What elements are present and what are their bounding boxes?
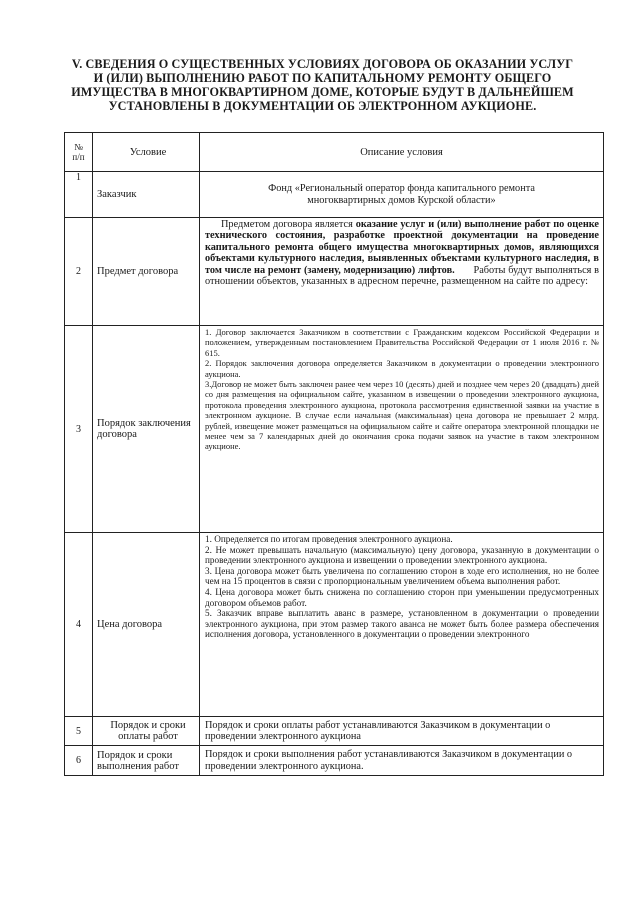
- table-row: [65, 326, 604, 533]
- row-condition: Порядок и сроки выполнения работ: [93, 746, 200, 776]
- section-title: [70, 57, 575, 113]
- row-condition: Порядок заключения договора: [93, 326, 200, 533]
- execution-terms: Порядок и сроки выполнения работ устанавливаются Заказчиком в документации о проведении электронного аукциона.: [205, 749, 573, 772]
- row-description: [200, 717, 604, 746]
- title-line-1: V. СВЕДЕНИЯ О СУЩЕСТВЕННЫХ УСЛОВИЯХ ДОГОВОРА ОБ ОКАЗАНИИ УСЛУГ: [71, 57, 574, 71]
- row-num: 3: [65, 326, 93, 533]
- procedure-para-3: 3.Договор не может быть заключен ранее чем через 10 (десять) дней и позднее чем через 20 (двадцать) дней со дня размещения на официальном сайте, указанном в извещении о проведении электронного аукциона, протокола проведения электронного аукциона, протокола рассмотрения единственной заявки на участие в электронном аукционе. В случае если начальная (максимальная) цена договора не превышает 2 млрд. рублей, извещение может размещаться на официальном сайте и сайте оператора электронной площадки не менее чем за 7 календарных дней до окончания срока подачи заявок на участие в таком электронном аукционе.: [205, 379, 599, 452]
- row-condition: Порядок и сроки оплаты работ: [93, 717, 200, 746]
- subject-lead: Предметом договора является: [221, 219, 356, 230]
- procedure-para-1: 1. Договор заключается Заказчиком в соответствии с Гражданским кодексом Российской Федерации и положением, утвержденным постановлением Правительства Российской Федерации от 1 июля 2016 г. № 615.: [205, 327, 599, 358]
- row-description: [200, 172, 604, 218]
- payment-terms: Порядок и сроки оплаты работ устанавливаются Заказчиком в документации о проведении электронного аукциона: [205, 719, 551, 742]
- title-line-3: ИМУЩЕСТВА В МНОГОКВАРТИРНОМ ДОМЕ, КОТОРЫЕ БУДУТ В ДАЛЬНЕЙШЕМ: [71, 85, 574, 99]
- row-num: 1: [65, 172, 93, 218]
- table-row: [65, 717, 604, 746]
- price-para-4: 4. Цена договора может быть снижена по соглашению сторон при уменьшении предусмотренных договором объемов работ.: [205, 586, 599, 608]
- row-condition: Цена договора: [93, 533, 200, 717]
- price-para-2: 2. Не может превышать начальную (максимальную) цену договора, указанную в документации о проведении электронного аукциона и извещении о проведении электронного аукциона.: [205, 544, 599, 566]
- conditions-table: [64, 132, 604, 776]
- row-num: 5: [65, 717, 93, 746]
- header-description: Описание условия: [200, 133, 604, 172]
- price-para-5: 5. Заказчик вправе выплатить аванс в размере, установленном в документации о проведении электронного аукциона, при этом размер такого аванса не может быть более размера обеспечения исполнения договора, установленного в документации о проведении электронного: [205, 608, 599, 640]
- table-header-row: [65, 133, 604, 172]
- title-line-2: И (ИЛИ) ВЫПОЛНЕНИЮ РАБОТ ПО КАПИТАЛЬНОМУ РЕМОНТУ ОБЩЕГО: [93, 71, 552, 85]
- header-num: № п/п: [65, 133, 93, 172]
- price-para-1: 1. Определяется по итогам проведения электронного аукциона.: [205, 534, 453, 544]
- table-row: [65, 746, 604, 776]
- row-description: [200, 326, 604, 533]
- header-condition: Условие: [93, 133, 200, 172]
- customer-name: Фонд «Региональный оператор фонда капитального ремонта многоквартирных домов Курской области»: [268, 183, 535, 206]
- procedure-para-2: 2. Порядок заключения договора определяется Заказчиком в документации о проведении электронного аукциона.: [205, 358, 599, 379]
- row-num: 4: [65, 533, 93, 717]
- row-num: 2: [65, 218, 93, 326]
- table-row: [65, 533, 604, 717]
- subject-tail: Работы будут выполняться в отношении объектов, указанных в адресном перечне, размещенном на сайте по адресу:: [205, 264, 599, 288]
- table-row: [65, 218, 604, 326]
- row-condition: Предмет договора: [93, 218, 200, 326]
- title-line-4: УСТАНОВЛЕНЫ В ДОКУМЕНТАЦИИ ОБ ЭЛЕКТРОННОМ АУКЦИОНЕ.: [108, 99, 537, 113]
- subject-bold: оказание услуг и (или) выполнение работ по оценке технического состояния, разработке проектной документации на проведение капитального ремонта общего имущества многоквартирных домов, являющихся объектами культурного наследия, выявленных объектами культурного наследия, в том числе на ремонт (замену, модернизацию) лифтов.: [205, 219, 599, 276]
- price-para-3: 3. Цена договора может быть увеличена по соглашению сторон в ходе его исполнения, но не более чем на 15 процентов в связи с пропорциональным увеличением объема выполнения работ.: [205, 565, 599, 587]
- row-condition: Заказчик: [93, 172, 200, 218]
- row-description: [200, 533, 604, 717]
- row-num: 6: [65, 746, 93, 776]
- row-description: [200, 218, 604, 326]
- row-description: [200, 746, 604, 776]
- table-row: [65, 172, 604, 218]
